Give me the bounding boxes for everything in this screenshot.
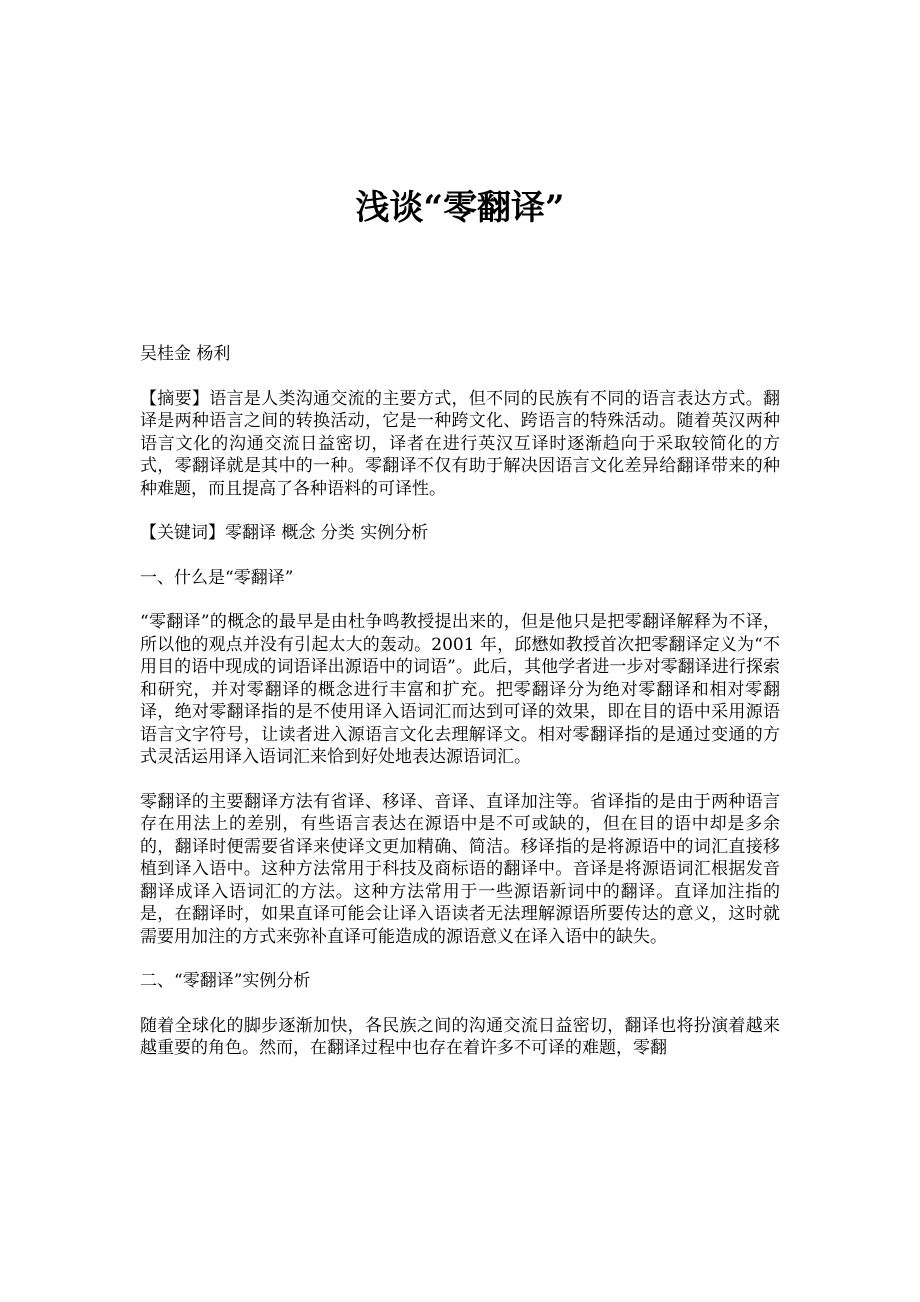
section-heading-2: 二、“零翻译”实例分析 bbox=[140, 971, 311, 991]
section-heading-1: 一、什么是“零翻译” bbox=[140, 567, 294, 588]
document-body bbox=[140, 343, 780, 1082]
keywords: 【关键词】零翻译 概念 分类 实例分析 bbox=[140, 523, 429, 543]
paragraph: “零翻译”的概念的最早是由杜争鸣教授提出来的，但是他只是把零翻译解释为不译，所以他的观点并没有引起太大的轰动。2001 年，邱懋如教授首次把零翻译定义为“不用目的语中现成的词语译出源语中的词语”。此后，其他学者进一步对零翻译进行探索和研究，并对零翻译的概念进行丰富和扩充。把零翻译分为绝对零翻译和相对零翻译，绝对零翻译指的是不使用译入语词汇而达到可译的效果，即在目的语中采用源语语言文字符号，让读者进入源语言文化去理解译文。相对零翻译指的是通过变通的方式灵活运用译入语词汇来恰到好处地表达源语词汇。 bbox=[140, 612, 780, 767]
abstract: 【摘要】语言是人类沟通交流的主要方式，但不同的民族有不同的语言表达方式。翻译是两种语言之间的转换活动，它是一种跨文化、跨语言的特殊活动。随着英汉两种语言文化的沟通交流日益密切，译者在进行英汉互译时逐渐趋向于采取较简化的方式，零翻译就是其中的一种。零翻译不仅有助于解决因语言文化差异给翻译带来的种种难题，而且提高了各种语料的可译性。 bbox=[140, 388, 780, 499]
document-title: 浅谈“零翻译” bbox=[355, 188, 565, 228]
paragraph: 零翻译的主要翻译方法有省译、移译、音译、直译加注等。省译指的是由于两种语言存在用法上的差别，有些语言表达在源语中是不可或缺的，但在目的语中却是多余的，翻译时便需要省译来使译文更加精确、简洁。移译指的是将源语中的词汇直接移植到译入语中。这种方法常用于科技及商标语的翻译中。音译是将源语词汇根据发音翻译成译入语词汇的方法。这种方法常用于一些源语新词中的翻译。直译加注指的是，在翻译时，如果直译可能会让译入语读者无法理解源语所要传达的意义，这时就需要用加注的方式来弥补直译可能造成的源语意义在译入语中的缺失。 bbox=[140, 791, 780, 947]
paragraph: 随着全球化的脚步逐渐加快，各民族之间的沟通交流日益密切，翻译也将扮演着越来越重要的角色。然而，在翻译过程中也存在着许多不可译的难题，零翻 bbox=[140, 1015, 780, 1058]
authors: 吴桂金 杨利 bbox=[140, 344, 231, 364]
